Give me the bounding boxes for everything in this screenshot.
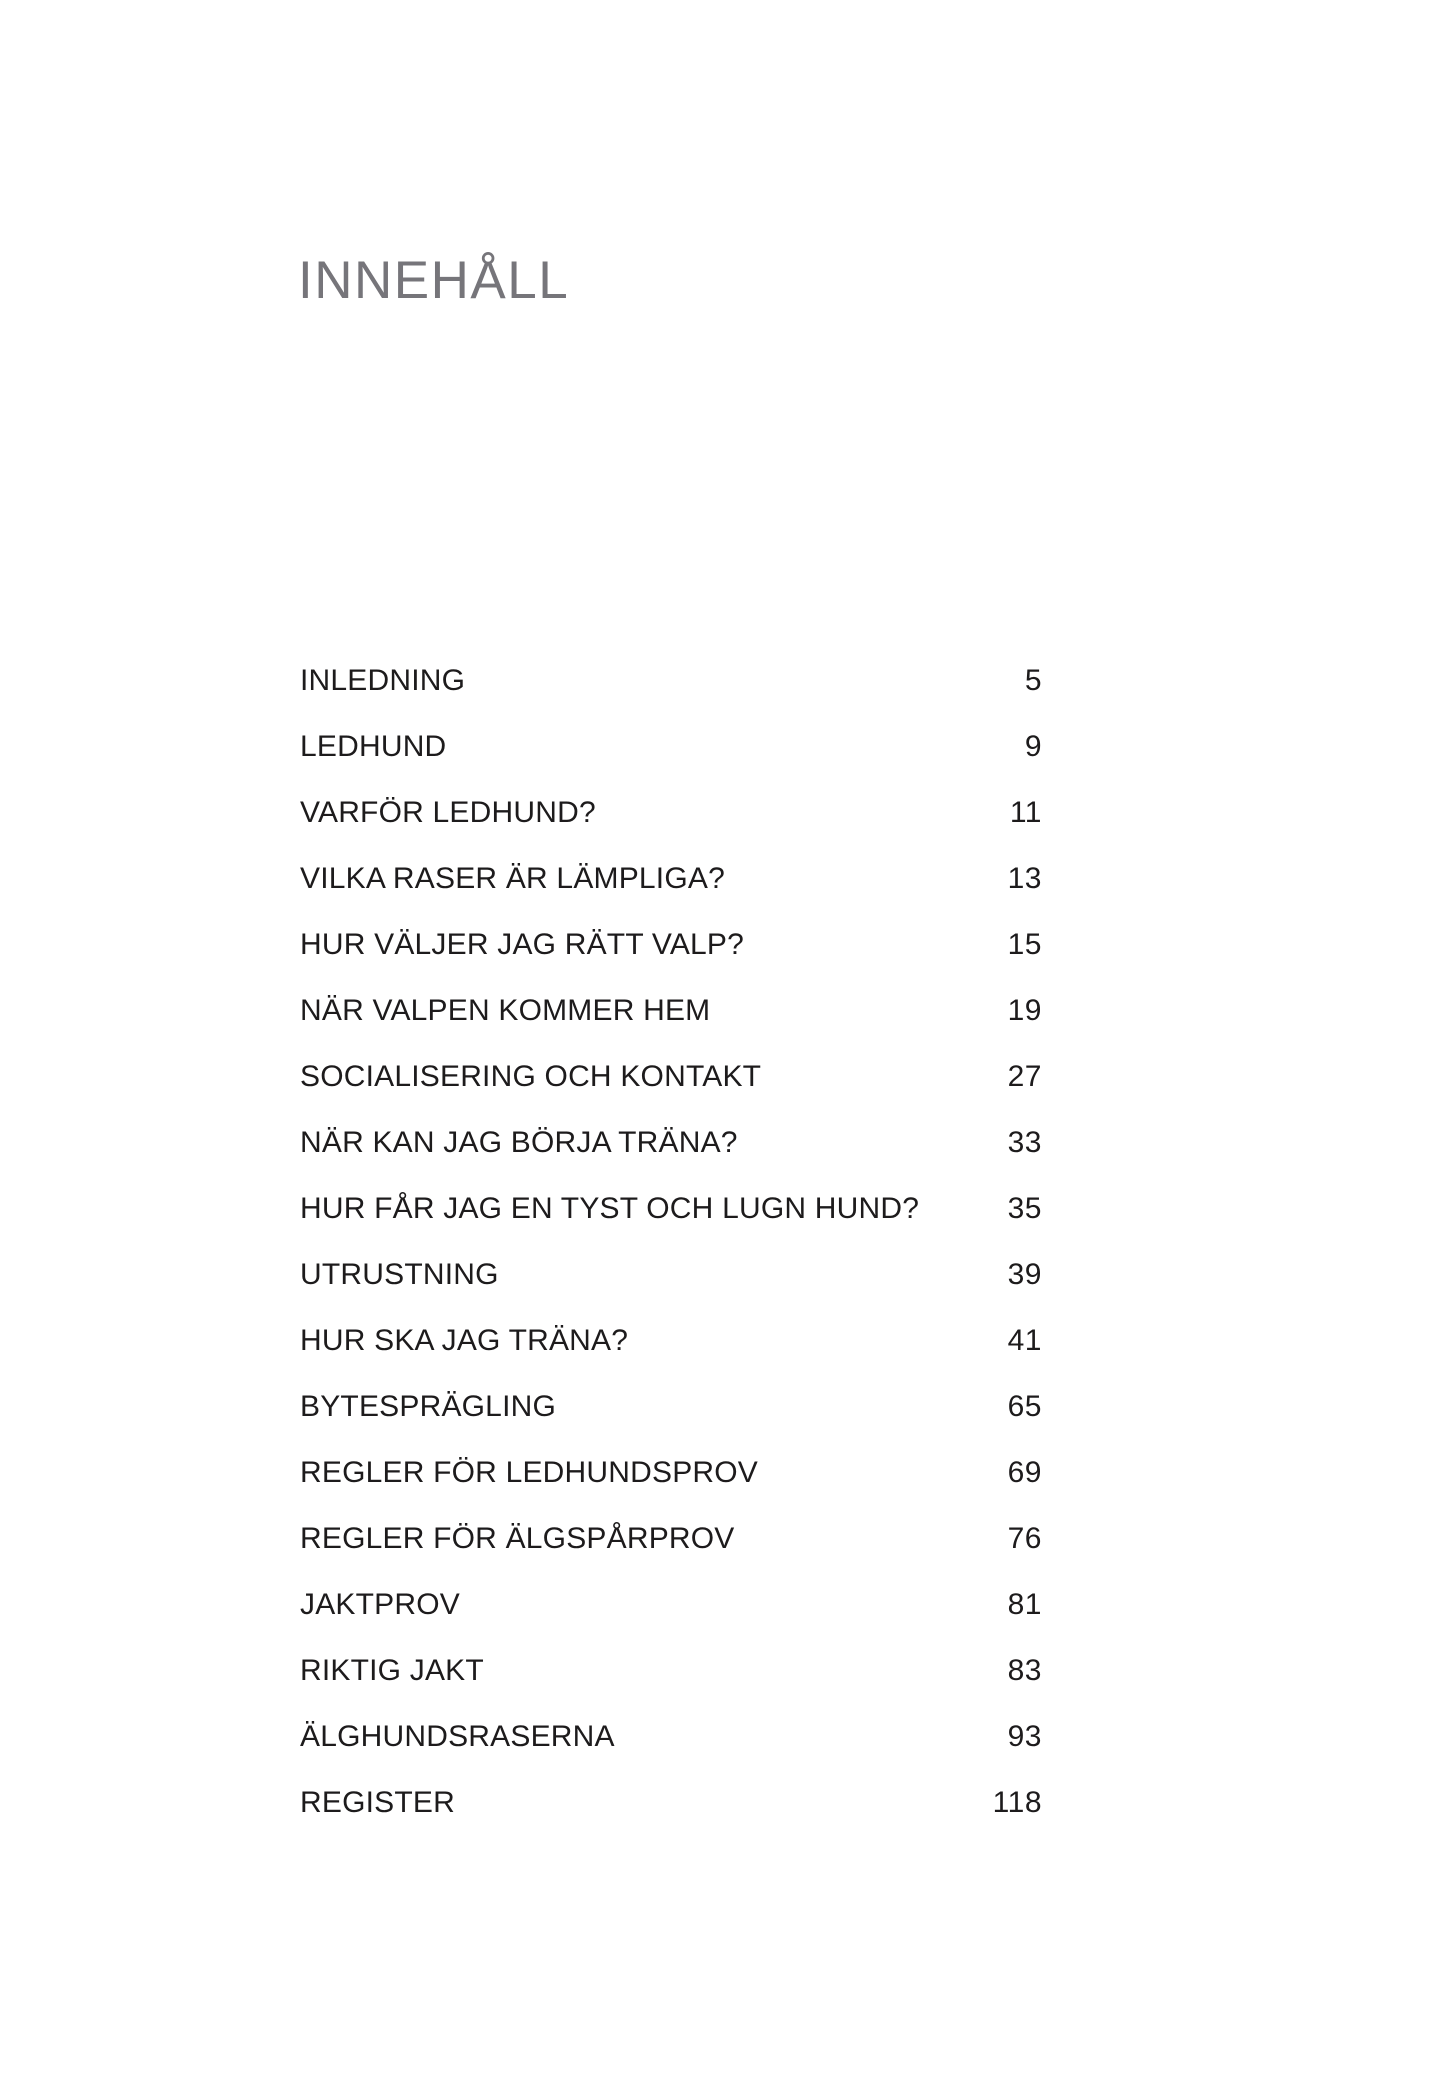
toc-entry-label: HUR SKA JAG TRÄNA? [300,1324,629,1357]
toc-entry-label: REGLER FÖR ÄLGSPÅRPROV [300,1522,735,1555]
toc-entry-page-number: 33 [1007,1126,1042,1159]
toc-entry [300,1326,1042,1392]
toc-entry [300,1062,1042,1128]
toc-entry-label: BYTESPRÄGLING [300,1390,557,1423]
toc-entry [300,1260,1042,1326]
page-title: INNEHÅLL [298,251,570,310]
toc-entry [300,1722,1042,1788]
toc-entry-label: LEDHUND [300,730,447,763]
toc-entry [300,930,1042,996]
toc-entry [300,1788,1042,1854]
toc-entry [300,1392,1042,1458]
toc-entry-label: HUR FÅR JAG EN TYST OCH LUGN HUND? [300,1192,920,1225]
toc-entry [300,1128,1042,1194]
toc-entry-page-number: 11 [1009,796,1042,829]
toc-entry-label: NÄR VALPEN KOMMER HEM [300,994,711,1027]
toc-entry-label: INLEDNING [300,664,466,697]
toc-entry-page-number: 41 [1007,1324,1042,1357]
toc-entry-page-number: 93 [1007,1720,1042,1753]
toc-entry [300,1194,1042,1260]
toc-entry [300,1458,1042,1524]
toc-entry [300,1590,1042,1656]
toc-entry-page-number: 5 [1024,664,1042,697]
toc-entry-page-number: 35 [1007,1192,1042,1225]
toc-entry [300,732,1042,798]
toc-entry-page-number: 15 [1007,928,1042,961]
toc-entry-label: HUR VÄLJER JAG RÄTT VALP? [300,928,745,961]
toc-entry-label: VILKA RASER ÄR LÄMPLIGA? [300,862,725,895]
toc-entry-page-number: 65 [1007,1390,1042,1423]
toc-entry [300,1656,1042,1722]
toc-entry-page-number: 69 [1007,1456,1042,1489]
toc-entry [300,798,1042,864]
toc-entry-label: VARFÖR LEDHUND? [300,796,596,829]
toc-entry-label: NÄR KAN JAG BÖRJA TRÄNA? [300,1126,738,1159]
toc-entry-label: UTRUSTNING [300,1258,499,1291]
toc-entry-page-number: 27 [1007,1060,1042,1093]
table-of-contents [300,666,1042,1854]
toc-entry-label: SOCIALISERING OCH KONTAKT [300,1060,762,1093]
toc-entry [300,666,1042,732]
toc-entry-page-number: 118 [992,1786,1042,1819]
toc-entry-label: REGISTER [300,1786,455,1819]
toc-entry [300,864,1042,930]
toc-entry-page-number: 39 [1007,1258,1042,1291]
toc-entry-label: REGLER FÖR LEDHUNDSPROV [300,1456,759,1489]
toc-entry-page-number: 19 [1007,994,1042,1027]
toc-entry-page-number: 83 [1007,1654,1042,1687]
toc-entry-label: ÄLGHUNDSRASERNA [300,1720,615,1753]
toc-entry-label: JAKTPROV [300,1588,460,1621]
toc-entry [300,996,1042,1062]
toc-entry [300,1524,1042,1590]
toc-entry-page-number: 13 [1007,862,1042,895]
toc-entry-page-number: 76 [1007,1522,1042,1555]
toc-entry-page-number: 81 [1007,1588,1042,1621]
toc-entry-page-number: 9 [1024,730,1042,763]
toc-entry-label: RIKTIG JAKT [300,1654,484,1687]
